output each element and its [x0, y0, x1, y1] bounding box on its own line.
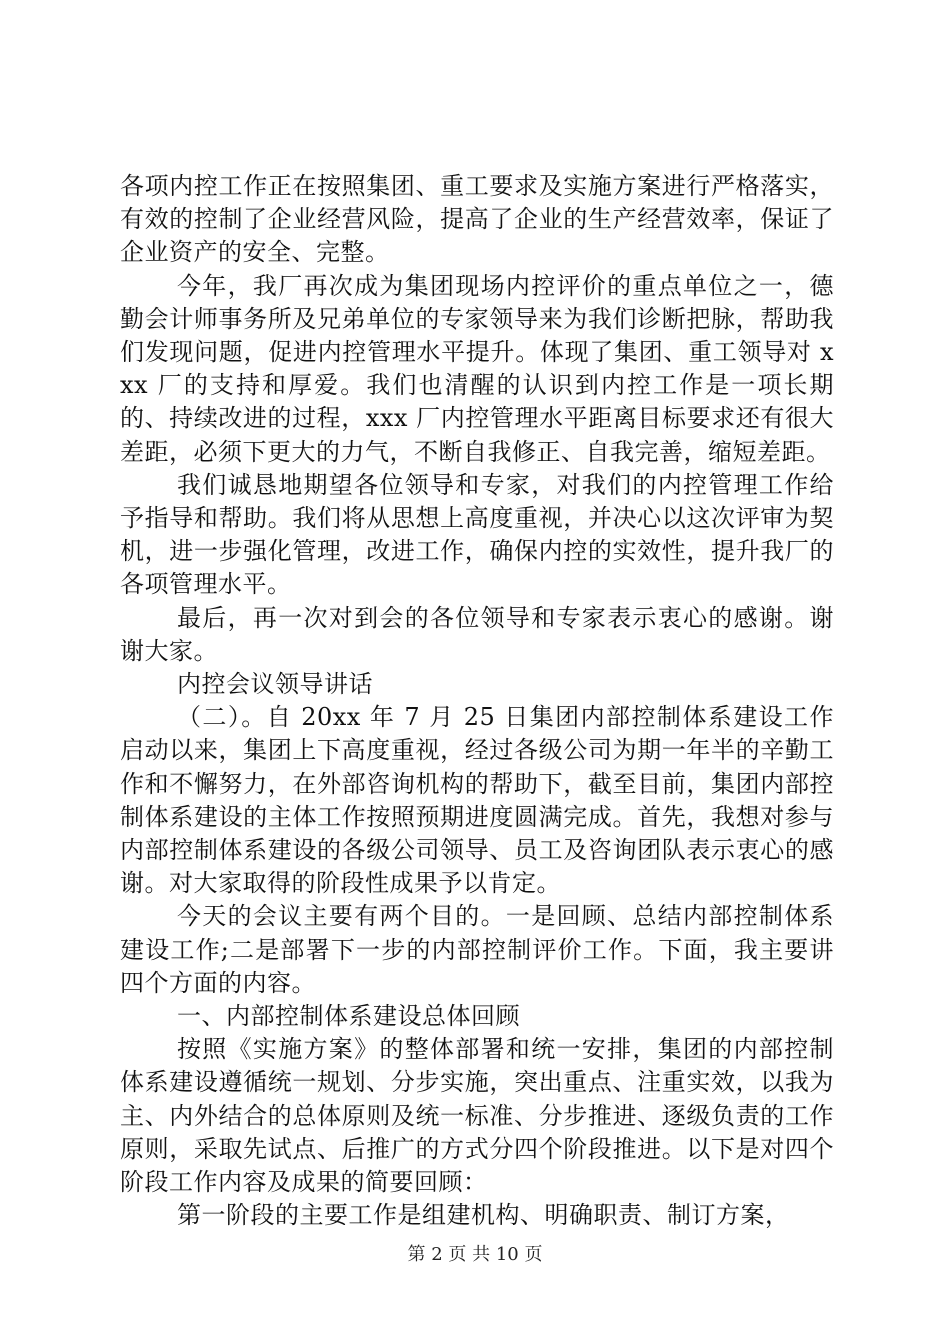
paragraph-expectation: 我们诚恳地期望各位领导和专家，对我们的内控管理工作给予指导和帮助。我们将从思想上高度重视，并决心以这次评审为契机，进一步强化管理，改进工作，确保内控的实效性，提升我厂的各项管理水平。 — [120, 470, 834, 599]
paragraph-first-stage: 第一阶段的主要工作是组建机构、明确职责、制订方案， — [177, 1201, 790, 1230]
page-footer: 第 2 页 共 10 页 — [407, 1244, 543, 1265]
document-body — [120, 170, 834, 1233]
paragraph-evaluation: 今年，我厂再次成为集团现场内控评价的重点单位之一，德勤会计师事务所及兄弟单位的专家领导来为我们诊断把脉，帮助我们发现问题，促进内控管理水平提升。体现了集团、重工领导对 xxx 厂的支持和厚爱。我们也清醒的认识到内控工作是一项长期的、持续改进的过程，xxx 厂内控管理水平距离目标要求还有很大差距，必须下更大的力气，不断自我修正、自我完善，缩短差距。 — [120, 271, 834, 466]
section-heading-review: 一、内部控制体系建设总体回顾 — [177, 1002, 520, 1031]
paragraph-thanks: 最后，再一次对到会的各位领导和专家表示衷心的感谢。谢谢大家。 — [120, 603, 834, 665]
paragraph-meeting-purpose: 今天的会议主要有两个目的。一是回顾、总结内部控制体系建设工作;二是部署下一步的内部控制评价工作。下面，我主要讲四个方面的内容。 — [120, 902, 834, 997]
paragraph-continuation: 各项内控工作正在按照集团、重工要求及实施方案进行严格落实，有效的控制了企业经营风险，提高了企业的生产经营效率，保证了企业资产的安全、完整。 — [120, 172, 834, 267]
section-title: 内控会议领导讲话 — [177, 670, 373, 699]
paragraph-speech-intro: （二）。自 20xx 年 7 月 25 日集团内部控制体系建设工作启动以来，集团上下高度重视，经过各级公司为期一年半的辛勤工作和不懈努力，在外部咨询机构的帮助下，截至目前，集团内部控制体系建设的主体工作按照预期进度圆满完成。首先，我想对参与内部控制体系建设的各级公司领导、员工及咨询团队表示衷心的感谢。对大家取得的阶段性成果予以肯定。 — [120, 703, 834, 898]
paragraph-implementation-plan: 按照《实施方案》的整体部署和统一安排，集团的内部控制体系建设遵循统一规划、分步实施，突出重点、注重实效，以我为主、内外结合的总体原则及统一标准、分步推进、逐级负责的工作原则，采取先试点、后推广的方式分四个阶段推进。以下是对四个阶段工作内容及成果的简要回顾： — [120, 1035, 834, 1197]
